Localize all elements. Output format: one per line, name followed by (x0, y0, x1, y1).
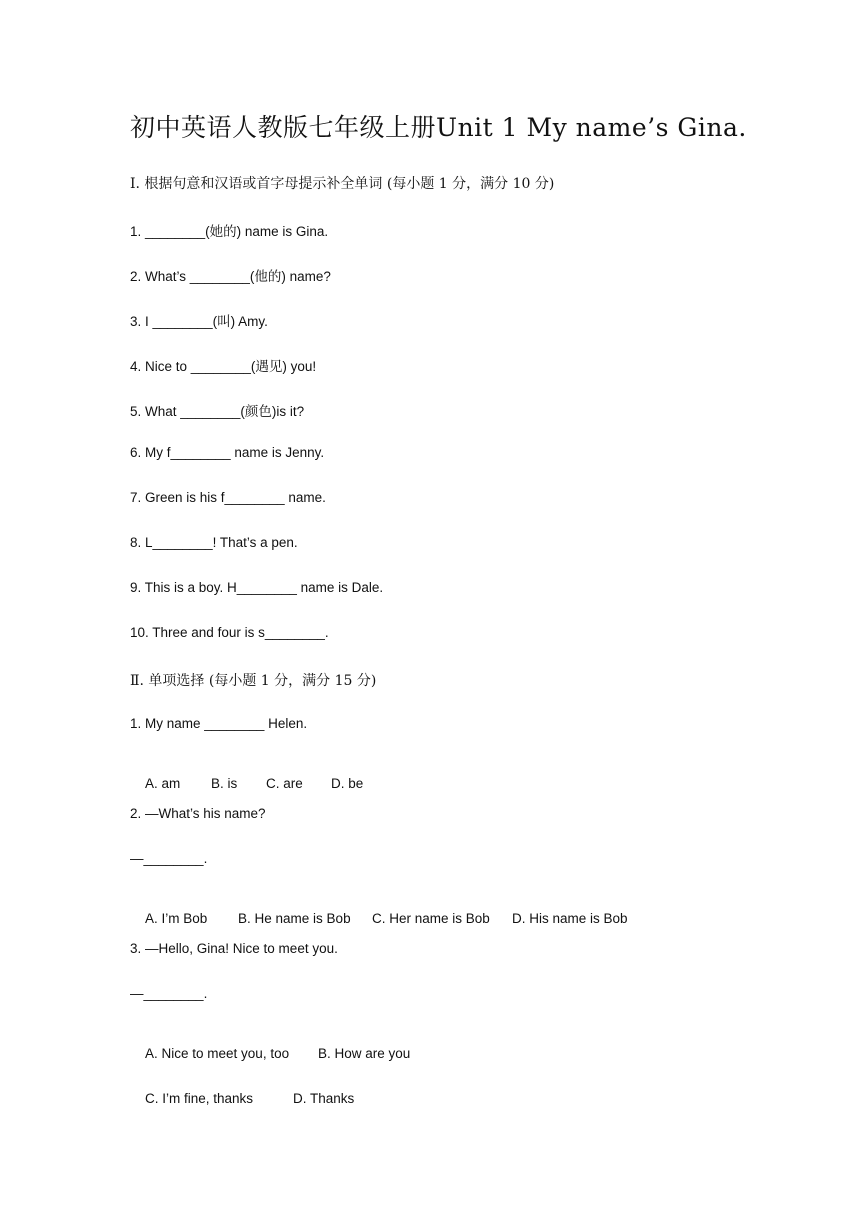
option-a: A. I’m Bob (145, 911, 208, 926)
fill-item-9: 9. This is a boy. H________ name is Dale. (130, 580, 384, 595)
mc-q3-stem: 3. —Hello, Gina! Nice to meet you. (130, 941, 338, 956)
option-d: D. Thanks (293, 1091, 355, 1106)
fill-item-1: 1. ________(她的) name is Gina. (130, 224, 329, 239)
mc-q3-answer-blank: —________. (130, 986, 208, 1001)
option-a: A. am (145, 776, 181, 791)
option-a: A. Nice to meet you, too (145, 1046, 290, 1061)
section-2-heading: Ⅱ. 单项选择 (每小题 1 分，满分 15 分) (130, 673, 377, 689)
mc-q2-options (130, 896, 628, 941)
option-d: D. be (331, 776, 364, 791)
fill-item-4: 4. Nice to ________(遇见) you! (130, 359, 317, 374)
mc-q2-stem: 2. —What’s his name? (130, 806, 266, 821)
mc-q3-options-row2 (130, 1076, 354, 1121)
option-c: C. are (266, 776, 303, 791)
mc-q1-stem: 1. My name ________ Helen. (130, 716, 308, 731)
fill-item-6: 6. My f________ name is Jenny. (130, 445, 325, 460)
option-c: C. I’m fine, thanks (145, 1091, 254, 1106)
mc-q2-answer-blank: —________. (130, 851, 208, 866)
document-title: 初中英语人教版七年级上册Unit 1 My name’s Gina. (130, 113, 747, 142)
fill-item-2: 2. What’s ________(他的) name? (130, 269, 331, 284)
fill-item-3: 3. I ________(叫) Amy. (130, 314, 268, 329)
mc-q3-options-row1 (130, 1031, 410, 1076)
option-d: D. His name is Bob (512, 911, 628, 926)
option-b: B. How are you (318, 1046, 411, 1061)
option-b: B. is (211, 776, 238, 791)
fill-item-5: 5. What ________(颜色)is it? (130, 404, 305, 419)
section-1-heading: Ⅰ. 根据句意和汉语或首字母提示补全单词 (每小题 1 分，满分 10 分) (130, 176, 555, 192)
option-c: C. Her name is Bob (372, 911, 490, 926)
mc-q1-options (130, 761, 363, 806)
fill-item-7: 7. Green is his f________ name. (130, 490, 326, 505)
option-b: B. He name is Bob (238, 911, 351, 926)
fill-item-10: 10. Three and four is s________. (130, 625, 329, 640)
fill-item-8: 8. L________! That’s a pen. (130, 535, 298, 550)
